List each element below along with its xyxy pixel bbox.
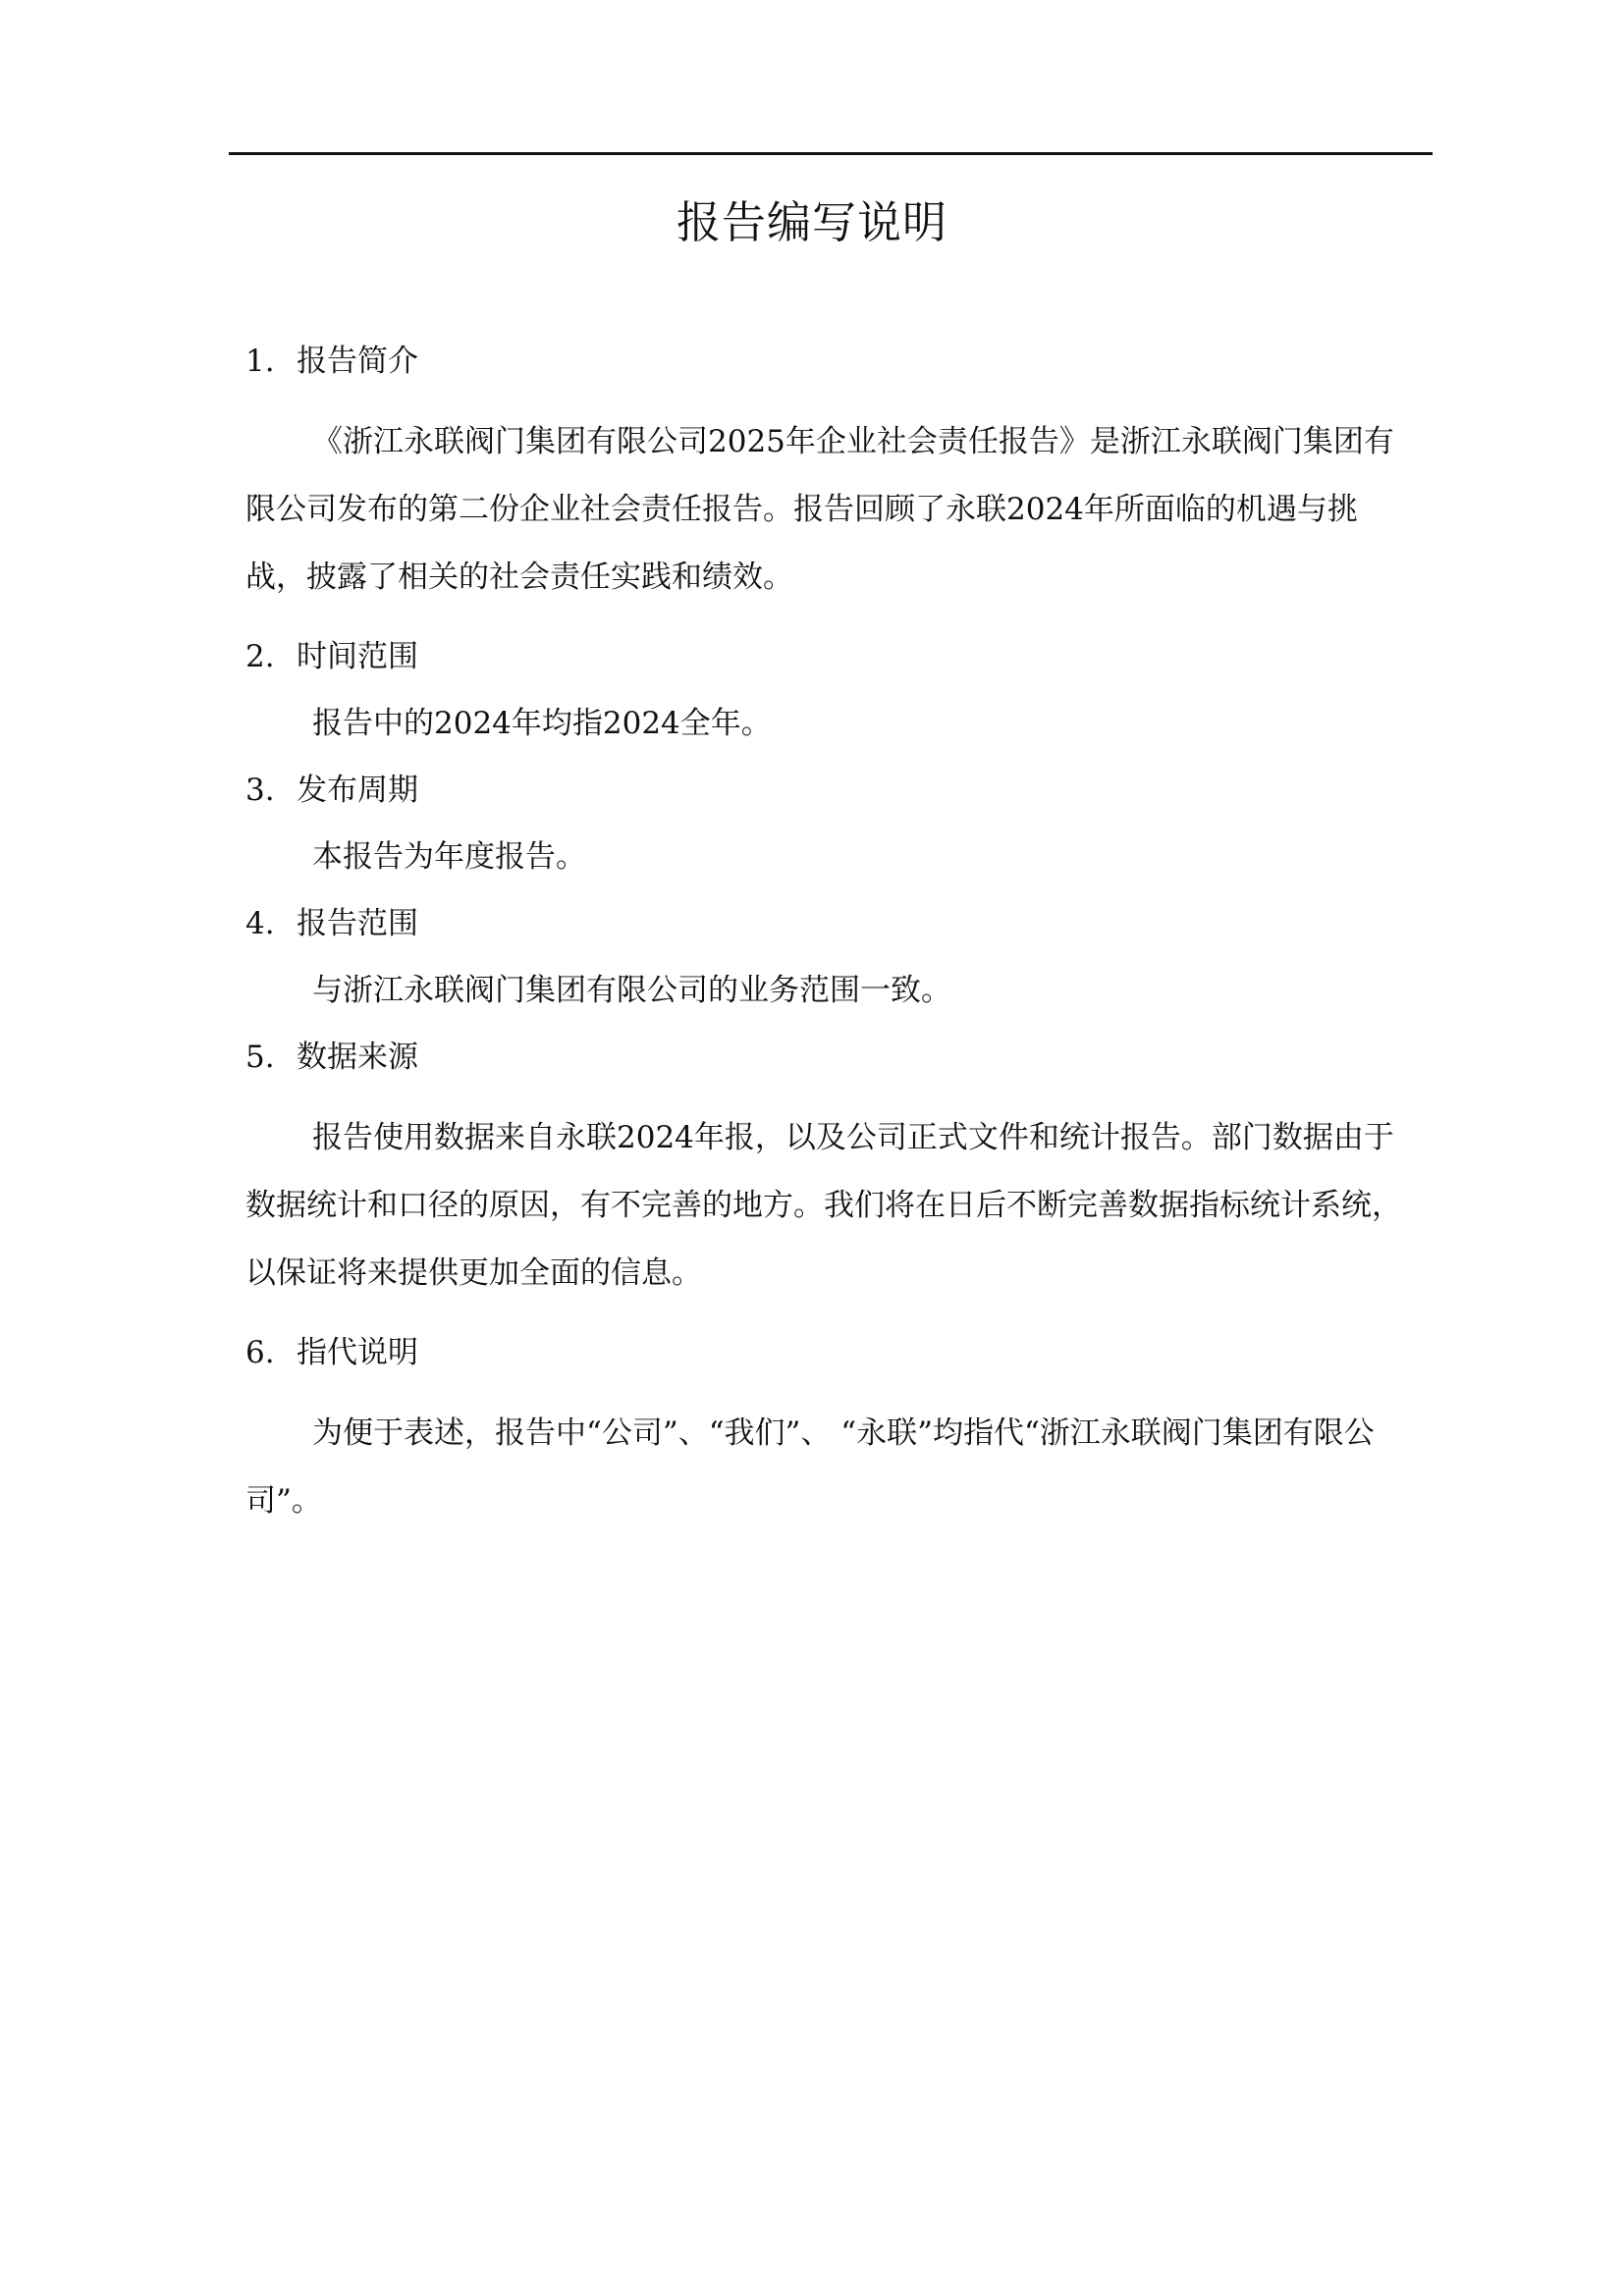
section-release-cycle — [245, 768, 1414, 901]
header-rule — [229, 152, 1433, 155]
section-text: 报告中的2024年均指2024全年。 — [312, 706, 772, 741]
section-heading — [245, 768, 1414, 813]
section-heading — [245, 339, 1414, 384]
page-title: 报告编写说明 — [676, 196, 947, 248]
section-heading — [245, 1330, 1414, 1375]
section-report-scope — [245, 901, 1414, 1035]
section-text: 报告使用数据来自永联2024年报，以及公司正式文件和统计报告。部门数据由于数据统计和口径的原因，有不完善的地方。我们将在日后不断完善数据指标统计系统，以保证将来提供更加全面的信息。 — [245, 1120, 1402, 1291]
section-text: 本报告为年度报告。 — [312, 839, 586, 875]
section-title: 发布周期 — [297, 773, 418, 808]
section-title: 报告简介 — [297, 344, 418, 379]
section-title: 数据来源 — [297, 1040, 418, 1075]
section-text: 与浙江永联阀门集团有限公司的业务范围一致。 — [312, 973, 951, 1008]
section-reference-terms — [245, 1330, 1414, 1558]
section-heading — [245, 901, 1414, 946]
report-notes — [245, 339, 1414, 1558]
section-number: 6. — [245, 1335, 275, 1370]
section-text: 《浙江永联阀门集团有限公司2025年企业社会责任报告》是浙江永联阀门集团有限公司发布的第二份企业社会责任报告。报告回顾了永联2024年所面临的机遇与挑战，披露了相关的社会责任实践和绩效。 — [245, 424, 1394, 595]
section-number: 1. — [245, 344, 275, 379]
section-title: 报告范围 — [297, 906, 418, 941]
section-heading — [245, 634, 1414, 679]
section-number: 5. — [245, 1040, 275, 1075]
section-report-intro — [245, 339, 1414, 634]
section-title: 时间范围 — [297, 639, 418, 674]
section-text: 为便于表述，报告中“公司”、“我们”、 “永联”均指代“浙江永联阀门集团有限公司”。 — [245, 1415, 1375, 1519]
section-time-range — [245, 634, 1414, 768]
section-title: 指代说明 — [297, 1335, 418, 1370]
section-heading — [245, 1035, 1414, 1080]
section-number: 3. — [245, 773, 275, 808]
section-number: 2. — [245, 639, 275, 674]
section-data-source — [245, 1035, 1414, 1330]
section-number: 4. — [245, 906, 275, 941]
